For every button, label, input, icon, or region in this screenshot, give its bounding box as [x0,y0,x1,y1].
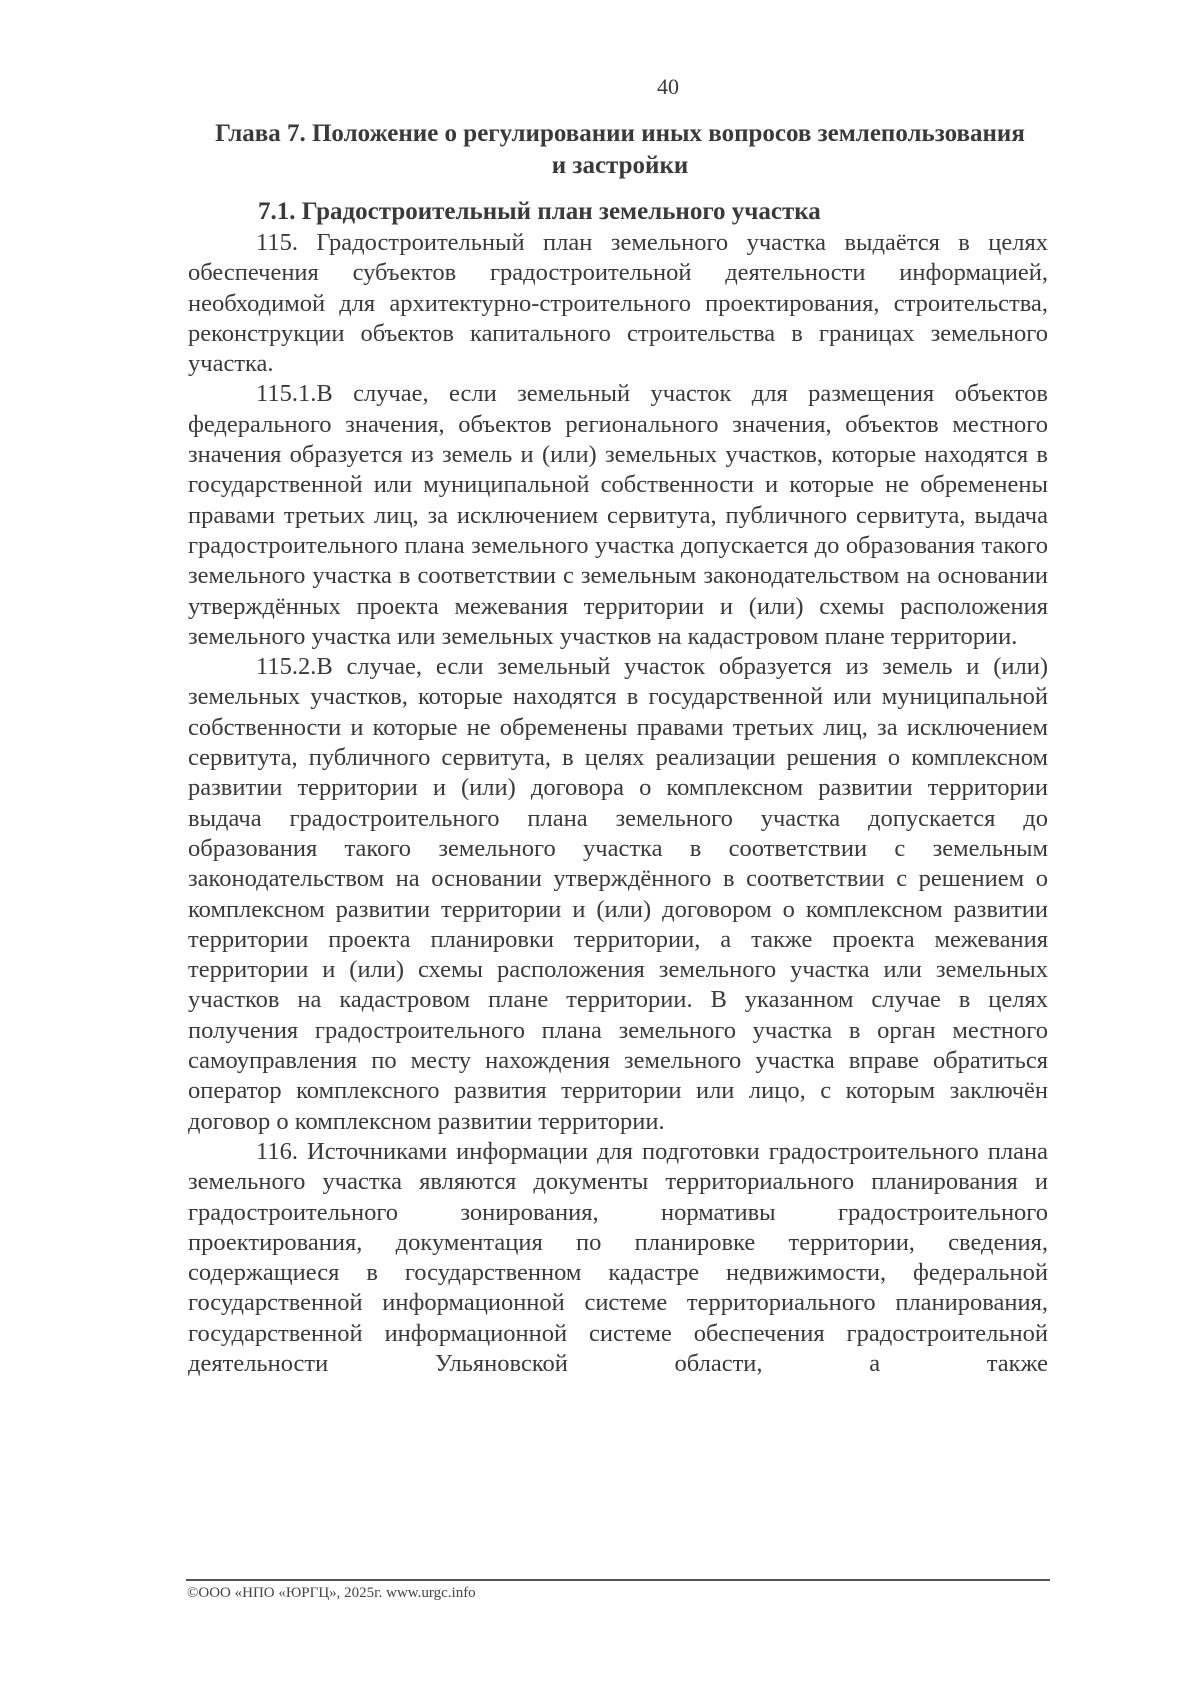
chapter-title-line-1: Глава 7. Положение о регулировании иных вопросов землепользования [215,120,1025,147]
chapter-title [190,118,1050,182]
document-body [188,228,1048,1379]
paragraph-115: 115. Градостроительный план земельного участка выдаётся в целях обеспечения субъектов градостроительной деятельности информацией, необходимой для архитектурно-строительного проектирования, строительства, реконструкции объектов капитального строительства в границах земельного участка. [188,229,1048,378]
footer-copyright: ©ООО «НПО «ЮРГЦ», 2025г. www.urgc.info [187,1585,476,1601]
paragraph-115-1: 115.1.В случае, если земельный участок для размещения объектов федерального значения, объектов регионального значения, объектов местного значения образуется из земель и (или) земельных участков, которые находятся в государственной или муниципальной собственности и которые не обременены правами третьих лиц, за исключением сервитута, публичного сервитута, выдача градостроительного плана земельного участка допускается до образования такого земельного участка в соответствии с земельным законодательством на основании утверждённых проекта межевания территории и (или) схемы расположения земельного участка или земельных участков на кадастровом плане территории. [188,380,1048,650]
paragraph-115-2: 115.2.В случае, если земельный участок образуется из земель и (или) земельных участков, которые находятся в государственной или муниципальной собственности и которые не обременены правами третьих лиц, за исключением сервитута, публичного сервитута, в целях реализации решения о комплексном развитии территории и (или) договора о комплексном развитии территории выдача градостроительного плана земельного участка допускается до образования такого земельного участка в соответствии с земельным законодательством на основании утверждённого в соответствии с решением о комплексном развитии территории и (или) договором о комплексном развитии территории проекта планировки территории, а также проекта межевания территории и (или) схемы расположения земельного участка или земельных участков на кадастровом плане территории. В указанном случае в целях получения градостроительного плана земельного участка в орган местного самоуправления по месту нахождения земельного участка вправе обратиться оператор комплексного развития территории или лицо, с которым заключён договор о комплексном развитии территории. [188,653,1048,1135]
chapter-title-line-2: и застройки [551,152,689,179]
paragraph-116: 116. Источниками информации для подготовки градостроительного плана земельного участка являются документы территориального планирования и градостроительного зонирования, нормативы градостроительного проектирования, документация по планировке территории, сведения, содержащиеся в государственном кадастре недвижимости, федеральной государственной информационной системе территориального планирования, государственной информационной системе обеспечения градостроительной деятельности Ульяновской области, а также [188,1137,1048,1377]
footer-divider [186,1579,1050,1581]
page-number: 40 [657,74,679,99]
section-title: 7.1. Градостроительный план земельного участка [258,198,821,225]
